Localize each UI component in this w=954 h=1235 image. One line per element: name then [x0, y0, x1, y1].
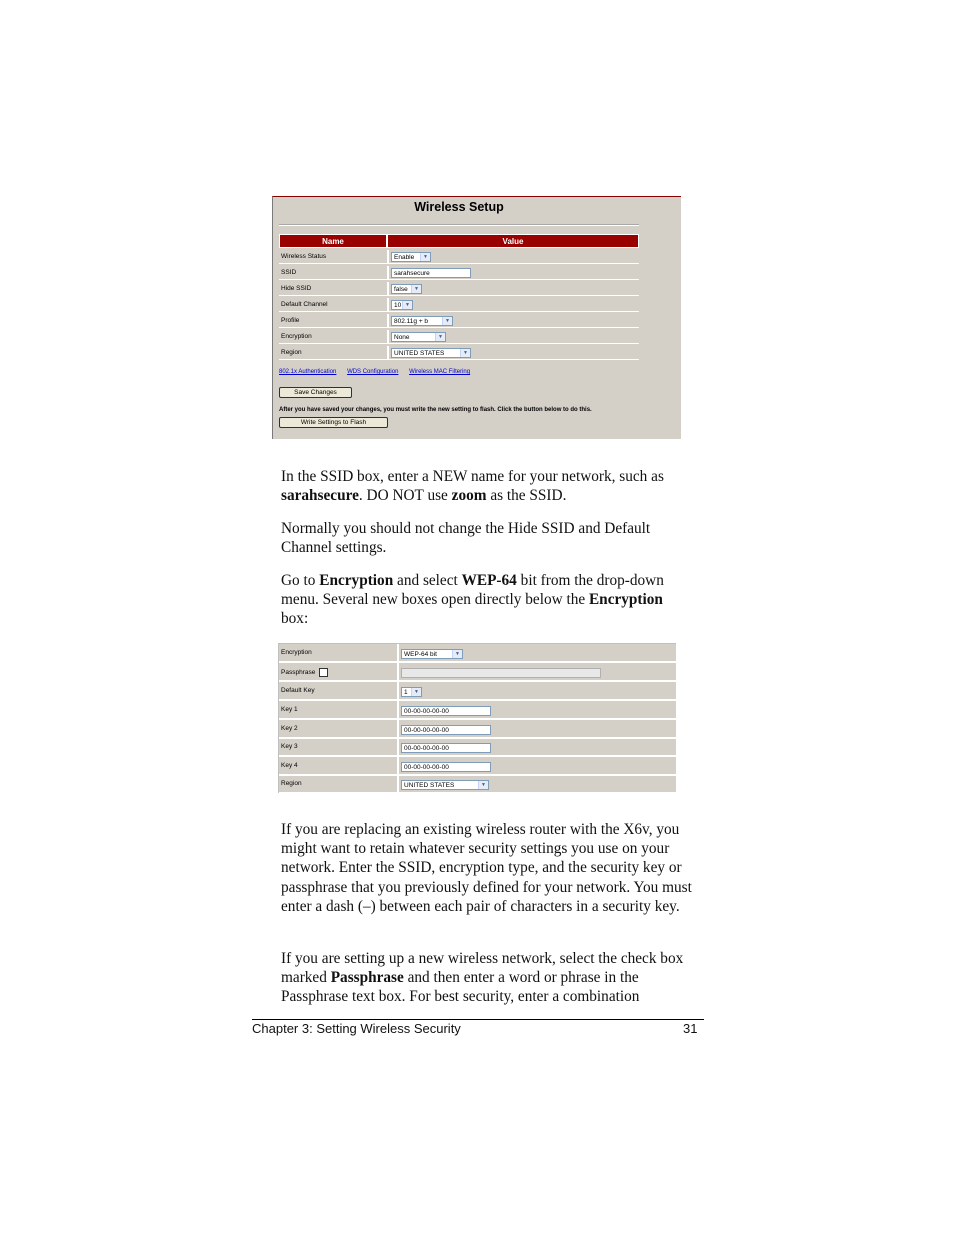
row-label: Hide SSID — [279, 282, 387, 296]
link-wds-configuration[interactable]: WDS Configuration — [347, 369, 399, 375]
default-key-label: Default Key — [281, 687, 315, 694]
table-row — [279, 266, 639, 280]
footer-divider — [252, 1019, 704, 1020]
key2-label: Key 2 — [281, 725, 298, 732]
passphrase-label: Passphrase — [281, 669, 316, 677]
key1-label: Key 1 — [281, 706, 298, 713]
chevron-down-icon: ▼ — [411, 285, 421, 293]
key4-input[interactable]: 00-00-00-00-00 — [401, 762, 491, 772]
row-label: Region — [279, 346, 387, 360]
key3-input[interactable]: 00-00-00-00-00 — [401, 743, 491, 753]
default-key-row — [279, 682, 676, 701]
default-key-select[interactable]: 1 ▼ — [401, 687, 422, 697]
row-label: Profile — [279, 314, 387, 328]
wireless-status-select[interactable]: Enable ▼ — [391, 252, 431, 262]
table-row — [279, 330, 639, 344]
key3-row — [279, 738, 676, 757]
page-number: 31 — [683, 1021, 698, 1036]
key3-label: Key 3 — [281, 743, 298, 750]
paragraph-encryption: Go to Encryption and select WEP-64 bit from the drop-down menu. Several new boxes open directly below the Encryption box: — [281, 572, 664, 628]
name-column-header: Name — [279, 234, 387, 248]
chevron-down-icon: ▼ — [420, 253, 430, 261]
table-row — [279, 250, 639, 264]
chevron-down-icon: ▼ — [411, 688, 421, 696]
table-row — [279, 282, 639, 296]
key2-input[interactable]: 00-00-00-00-00 — [401, 725, 491, 735]
encryption-row — [279, 644, 676, 663]
row-label: Default Channel — [279, 298, 387, 312]
chevron-down-icon: ▼ — [452, 650, 462, 658]
save-changes-button[interactable]: Save Changes — [279, 387, 352, 398]
hide-ssid-select[interactable]: false ▼ — [391, 284, 422, 294]
key2-row — [279, 720, 676, 739]
ssid-input[interactable]: sarahsecure — [391, 268, 471, 278]
region-row — [279, 775, 676, 794]
paragraph-ssid: In the SSID box, enter a NEW name for your network, such as sarahsecure. DO NOT use zoom as the SSID. — [281, 468, 664, 505]
passphrase-checkbox[interactable] — [319, 668, 328, 677]
wireless-settings-table — [279, 232, 639, 362]
chevron-down-icon: ▼ — [478, 781, 488, 789]
encryption-select[interactable]: WEP-64 bit ▼ — [401, 649, 463, 659]
paragraph-new-network: If you are setting up a new wireless network, select the check box marked Passphrase and then enter a word or phrase in the Passphrase text box. For best security, enter a combination — [281, 950, 684, 1006]
paragraph-hide-ssid: Normally you should not change the Hide SSID and Default Channel settings. — [281, 520, 651, 557]
chevron-down-icon: ▼ — [460, 349, 470, 357]
region-select[interactable]: UNITED STATES ▼ — [391, 348, 471, 358]
chevron-down-icon: ▼ — [442, 317, 452, 325]
key1-row — [279, 701, 676, 720]
table-row — [279, 298, 639, 312]
write-settings-to-flash-button[interactable]: Write Settings to Flash — [279, 417, 388, 428]
passphrase-input[interactable] — [401, 668, 601, 678]
encryption-settings-screenshot — [278, 643, 676, 793]
chevron-down-icon: ▼ — [402, 301, 412, 309]
key1-input[interactable]: 00-00-00-00-00 — [401, 706, 491, 716]
link-8021x-authentication[interactable]: 802.1x Authentication — [279, 369, 337, 375]
profile-select[interactable]: 802.11g + b ▼ — [391, 316, 453, 326]
encryption-label: Encryption — [281, 649, 312, 656]
row-label: Encryption — [279, 330, 387, 344]
paragraph-replacing-router: If you are replacing an existing wireless router with the X6v, you might want to retain whatever security settings you use on your network. Enter the SSID, encryption type, and the security key or passphrase that you previously defined for your network. You must enter a dash (–) between each pair of characters in a security key. — [281, 821, 692, 915]
table-header — [279, 234, 639, 248]
region-select[interactable]: UNITED STATES ▼ — [401, 780, 489, 790]
table-row — [279, 346, 639, 360]
encryption-select[interactable]: None ▼ — [391, 332, 446, 342]
link-wireless-mac-filtering[interactable]: Wireless MAC Filtering — [409, 369, 471, 375]
value-column-header: Value — [387, 234, 639, 248]
flash-note: After you have saved your changes, you must write the new setting to flash. Click the button below to do this. — [279, 407, 592, 413]
region-label: Region — [281, 780, 302, 787]
row-label: Wireless Status — [279, 250, 387, 264]
row-label: SSID — [279, 266, 387, 280]
wireless-setup-screenshot — [272, 196, 681, 439]
wireless-setup-title: Wireless Setup — [414, 200, 504, 214]
settings-links — [279, 369, 479, 375]
title-divider — [279, 224, 639, 226]
table-row — [279, 314, 639, 328]
footer-chapter-title: Chapter 3: Setting Wireless Security — [252, 1021, 461, 1036]
chevron-down-icon: ▼ — [435, 333, 445, 341]
key4-row — [279, 757, 676, 776]
passphrase-row — [279, 663, 676, 682]
key4-label: Key 4 — [281, 762, 298, 769]
default-channel-select[interactable]: 10 ▼ — [391, 300, 413, 310]
